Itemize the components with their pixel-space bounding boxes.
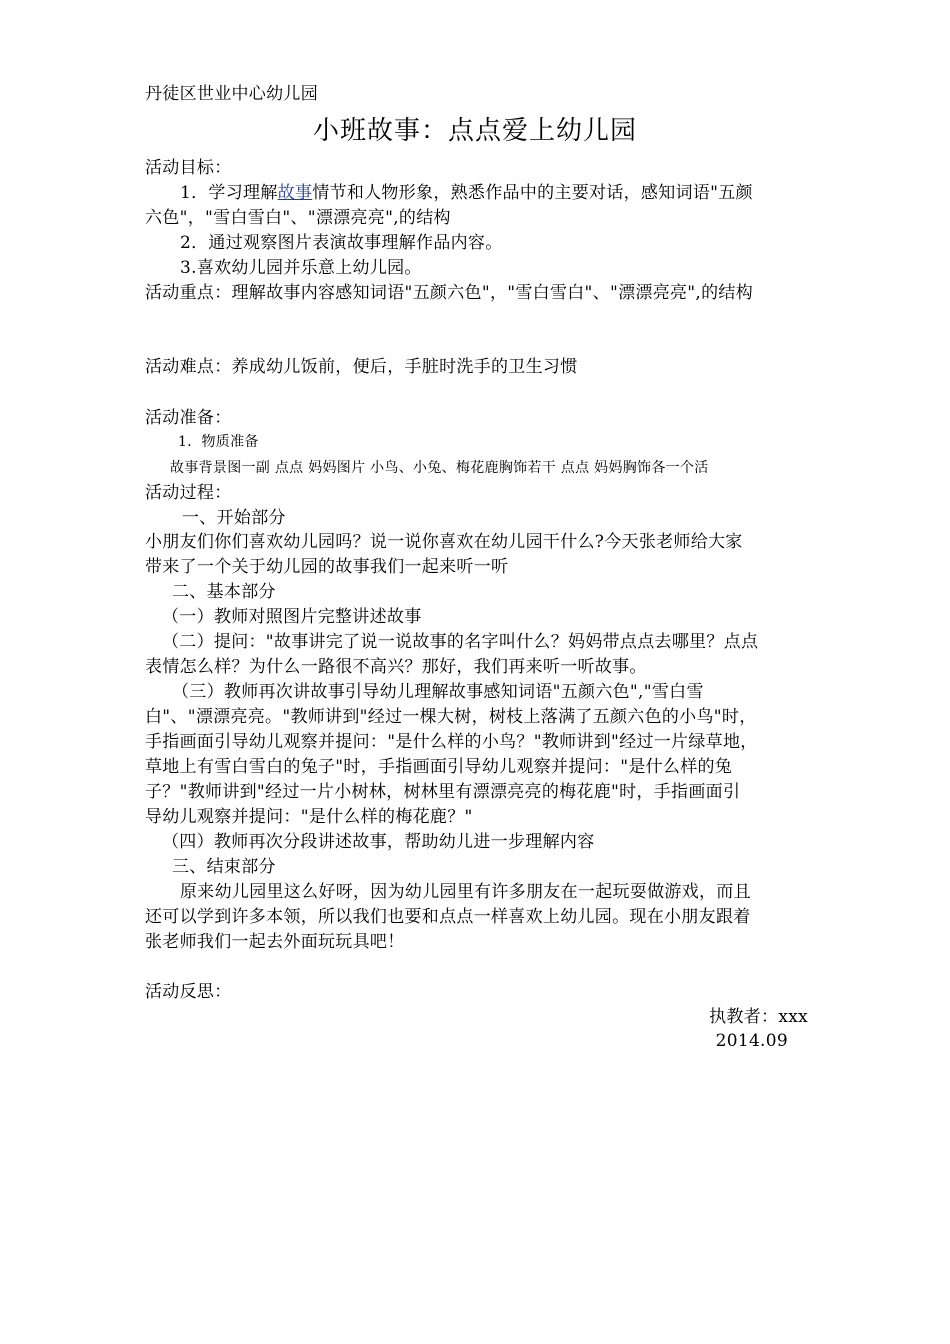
story-link[interactable]: 故事	[277, 183, 313, 203]
section-3-line-4: 草地上有雪白雪白的兔子"时，手指画面引导幼儿观察并提问："是什么样的兔	[145, 757, 733, 777]
section-1: （一）教师对照图片完整讲述故事	[162, 607, 422, 627]
goal-1	[180, 181, 753, 205]
process-heading: 活动过程：	[145, 483, 232, 503]
goals-heading: 活动目标：	[145, 158, 232, 178]
part1-line-2: 带来了一个关于幼儿园的故事我们一起来听一听	[145, 557, 509, 577]
section-2-line-2: 表情怎么样？为什么一路很不高兴？那好，我们再来听一听故事。	[145, 657, 647, 677]
part1-heading: 一、开始部分	[182, 508, 286, 528]
teacher-signature: 执教者：xxx	[709, 1007, 808, 1027]
part1-line-1: 小朋友们你们喜欢幼儿园吗？说一说你喜欢在幼儿园干什么?今天张老师给大家	[145, 532, 743, 552]
section-3-line-2: 白"、"漂漂亮亮。"教师讲到"经过一棵大树，树枝上落满了五颜六色的小鸟"时，	[145, 707, 757, 727]
part2-heading: 二、基本部分	[172, 582, 276, 602]
goal-2: 2．通过观察图片表演故事理解作品内容。	[180, 233, 503, 253]
part3-line-3: 张老师我们一起去外面玩玩具吧！	[145, 932, 405, 952]
part3-line-1: 原来幼儿园里这么好呀，因为幼儿园里有许多朋友在一起玩耍做游戏，而且	[180, 882, 751, 902]
key-point: 活动重点：理解故事内容感知词语"五颜六色"，"雪白雪白"、"漂漂亮亮",的结构	[145, 283, 754, 303]
reflection-heading: 活动反思：	[145, 982, 232, 1002]
goal-3: 3.喜欢幼儿园并乐意上幼儿园。	[180, 258, 422, 278]
prep-item-1-detail: 故事背景图一副 点点 妈妈图片 小鸟、小兔、梅花鹿胸饰若干 点点 妈妈胸饰各一个活	[170, 460, 709, 476]
section-4: （四）教师再次分段讲述故事，帮助幼儿进一步理解内容	[162, 832, 595, 852]
part3-heading: 三、结束部分	[172, 857, 276, 877]
prep-item-1: 1．物质准备	[178, 434, 259, 450]
prep-heading: 活动准备：	[145, 408, 232, 428]
section-3-line-6: 导幼儿观察并提问："是什么样的梅花鹿？"	[145, 807, 473, 827]
date: 2014.09	[715, 1031, 788, 1051]
section-3-line-5: 子？"教师讲到"经过一片小树林，树林里有漂漂亮亮的梅花鹿"时，手指画面引	[145, 782, 741, 802]
part3-line-2: 还可以学到许多本领，所以我们也要和点点一样喜欢上幼儿园。现在小朋友跟着	[145, 907, 751, 927]
goal-1-prefix: 1．学习理解	[180, 183, 278, 203]
page-title: 小班故事：点点爱上幼儿园	[312, 116, 637, 146]
school-name: 丹徒区世业中心幼儿园	[145, 84, 318, 104]
section-2-line-1: （二）提问："故事讲完了说一说故事的名字叫什么？妈妈带点点去哪里？点点	[162, 632, 759, 652]
section-3-line-3: 手指画面引导幼儿观察并提问："是什么样的小鸟？"教师讲到"经过一片绿草地，	[145, 732, 758, 752]
section-3-line-1: （三）教师再次讲故事引导幼儿理解故事感知词语"五颜六色","雪白雪	[172, 682, 704, 702]
goal-1-suffix: 情节和人物形象，熟悉作品中的主要对话，感知词语"五颜	[312, 183, 753, 203]
difficulty: 活动难点：养成幼儿饭前，便后，手脏时洗手的卫生习惯	[145, 357, 578, 377]
goal-1-continued: 六色"，"雪白雪白"、"漂漂亮亮",的结构	[145, 208, 451, 228]
